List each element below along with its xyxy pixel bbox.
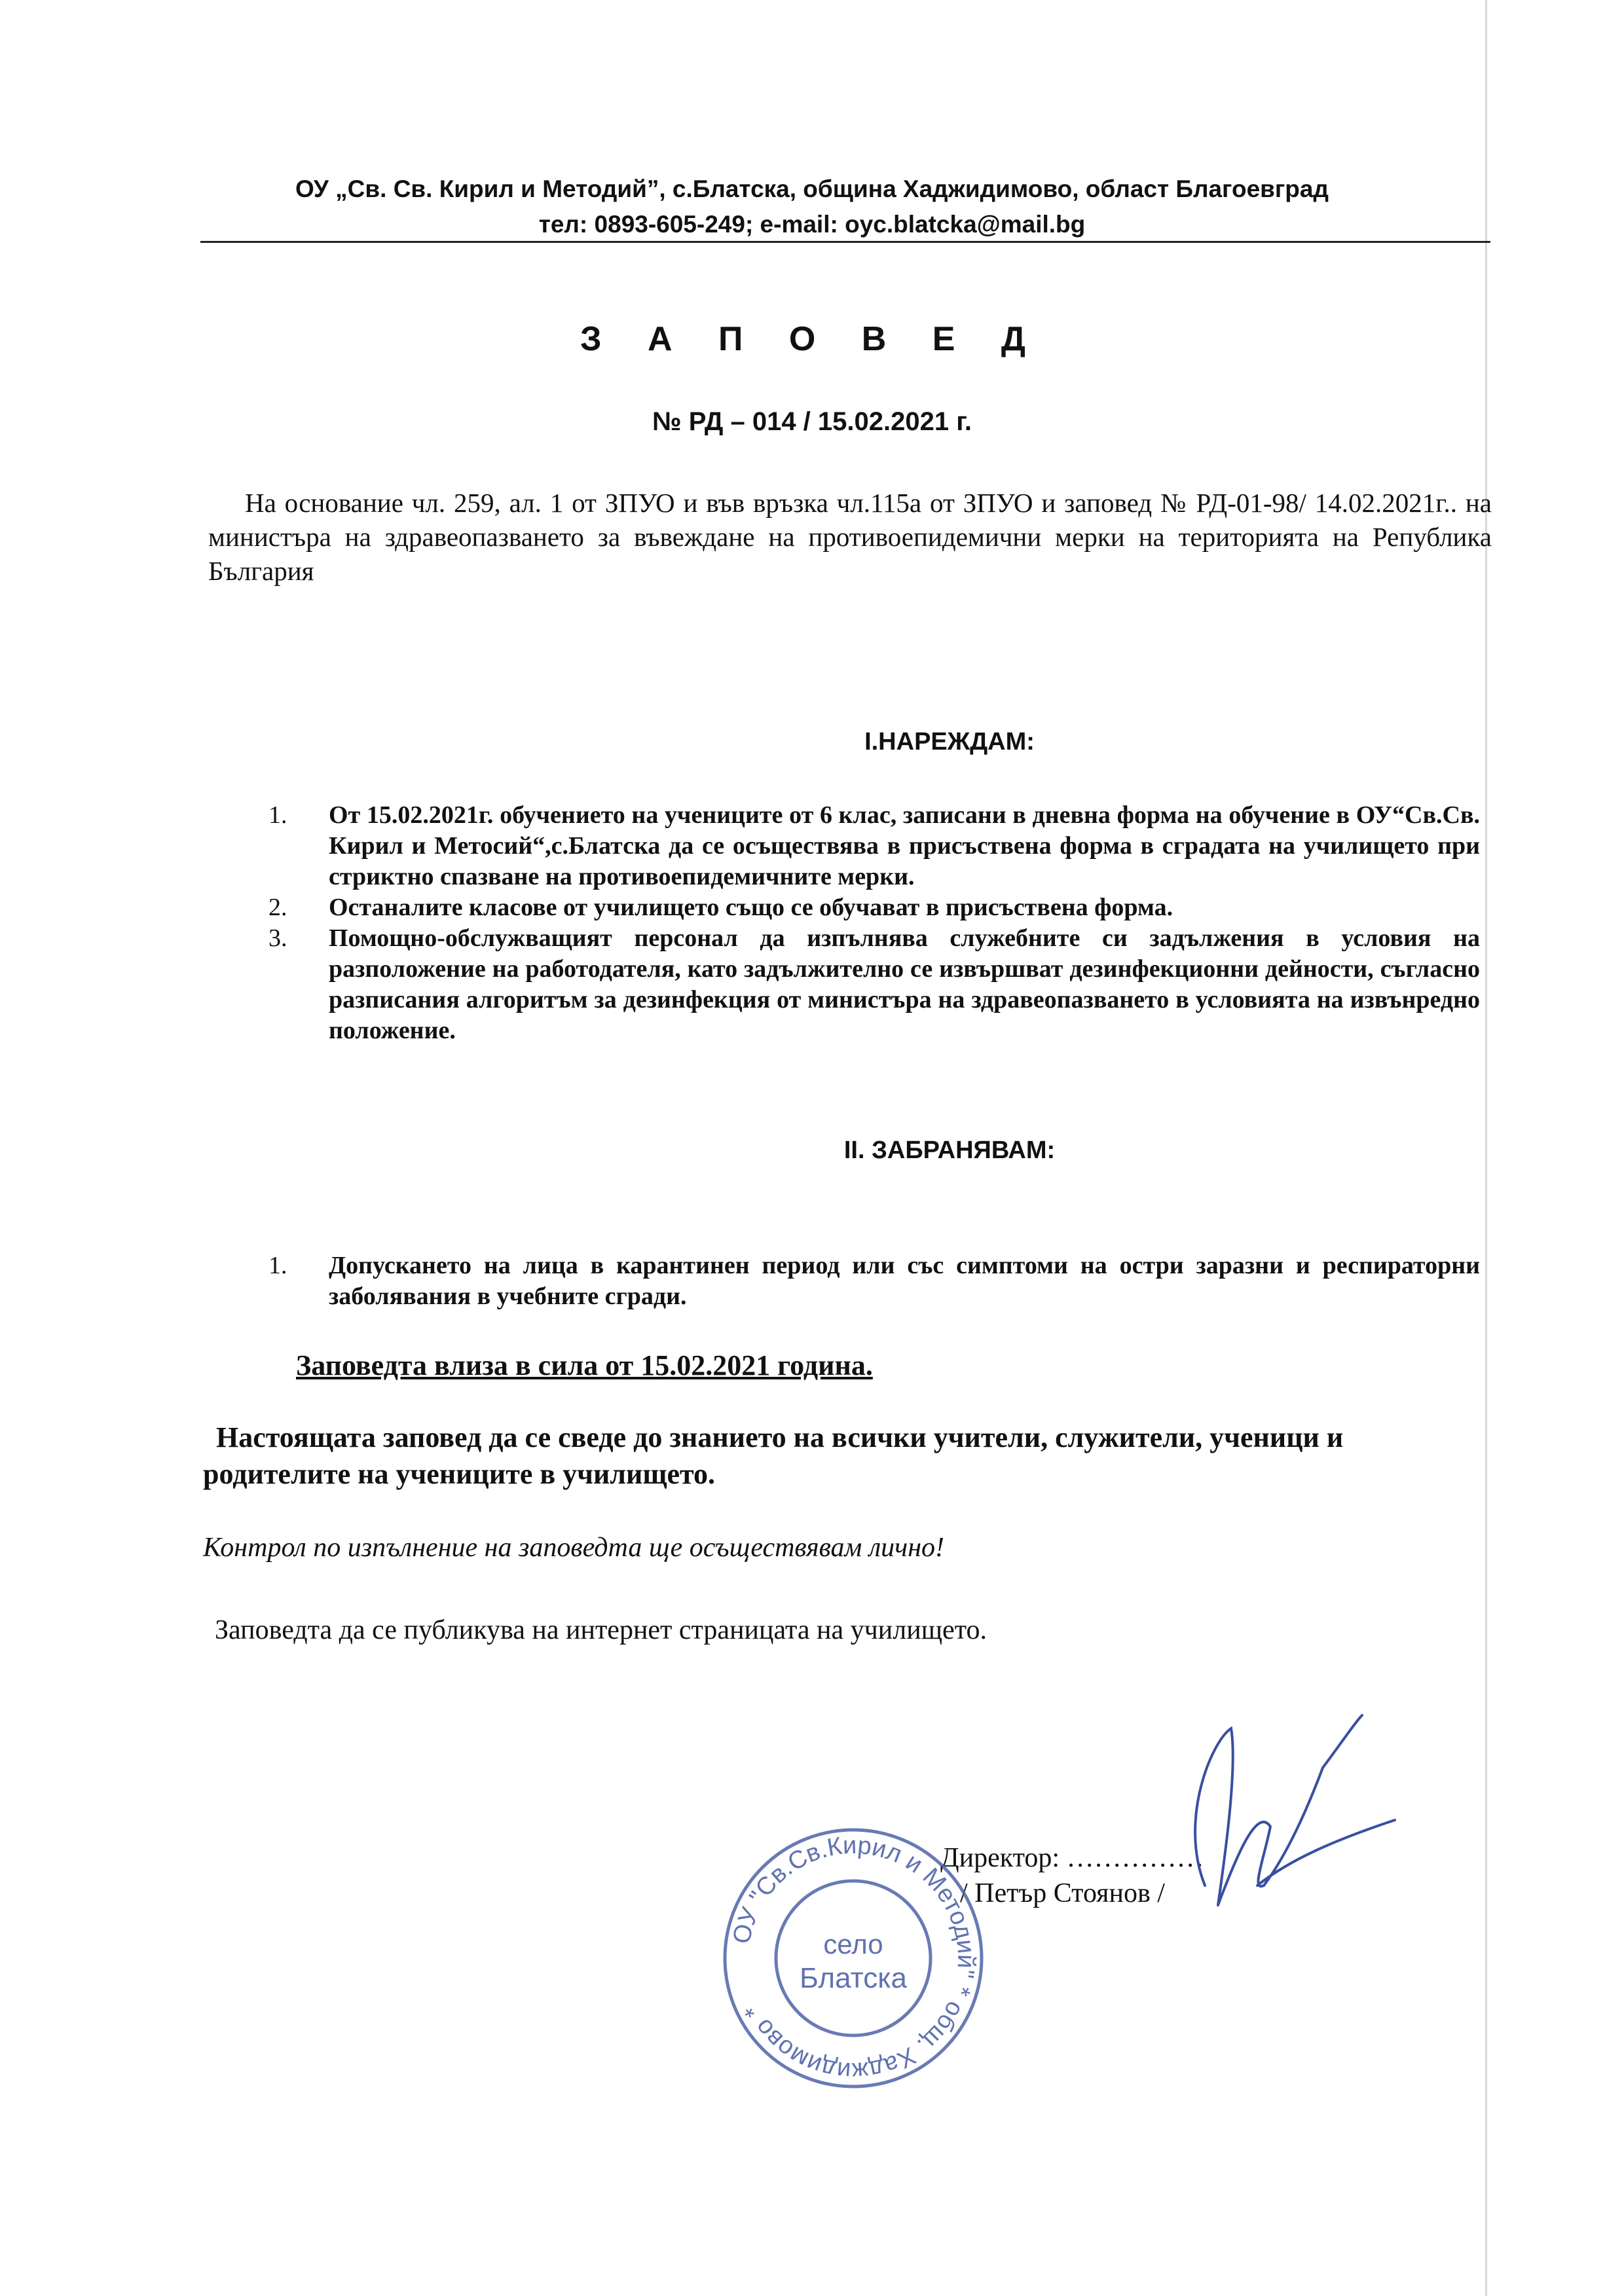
- document-header: [196, 172, 1428, 242]
- list-item-text: Останалите класове от училището също се обучават в присъствена форма.: [329, 894, 1173, 921]
- preamble-paragraph: На основание чл. 259, ал. 1 от ЗПУО и във връзка чл.115а от ЗПУО и заповед № РД-01-98/ 14.02.2021г.. на министъра на здравеопазването за въвеждане на противоепидемични мерки на територията на Република България: [208, 488, 1492, 586]
- notice-paragraph: Настоящата заповед да се сведе до знанието на всички учители, служители, ученици и родителите на учениците в училището.: [203, 1421, 1344, 1490]
- document-title: З А П О В Е Д: [580, 320, 1044, 358]
- section-forbid-heading: II. ЗАБРАНЯВАМ:: [843, 1137, 1056, 1164]
- list-item-number: 1.: [268, 1252, 287, 1279]
- order-list: [268, 800, 1480, 1046]
- director-name: / Петър Стоянов /: [960, 1878, 1165, 1908]
- stamp-inner-line2: Блатска: [800, 1962, 907, 1994]
- effective-date-statement: Заповедта влиза в сила от 15.02.2021 година.: [296, 1349, 873, 1381]
- forbid-list: [268, 1250, 1480, 1312]
- publish-statement: Заповедта да се публикува на интернет страницата на училището.: [215, 1615, 987, 1645]
- list-item: [268, 892, 1480, 923]
- stamp-outer-text: ОУ "Св.Св.Кирил и Методий" * общ. Хаджидимово *: [728, 1831, 980, 2085]
- list-item: [268, 1250, 1480, 1312]
- list-item-number: 1.: [268, 801, 287, 829]
- list-item: [268, 800, 1480, 892]
- section-order-heading: I.НАРЕЖДАМ:: [864, 728, 1035, 756]
- school-stamp: [719, 1824, 987, 2092]
- school-info-line: ОУ „Св. Св. Кирил и Методий”, с.Блатска, община Хаджидимово, област Благоевград: [295, 175, 1329, 202]
- header-rule: [200, 241, 1490, 243]
- list-item-text: Допускането на лица в карантинен период или със симптоми на остри заразни и респираторни заболявания в учебните сгради.: [329, 1252, 1480, 1310]
- contact-info-line: тел: 0893-605-249; e-mail: oyc.blatcka@mail.bg: [538, 211, 1086, 238]
- list-item-number: 3.: [268, 924, 287, 952]
- control-statement: Контрол по изпълнение на заповедта ще осъществявам лично!: [203, 1533, 945, 1563]
- list-item-text: Помощно-обслужващият персонал да изпълнява служебните си задължения в условия на разположение на работодателя, като задължително се извършват дезинфекционни дейности, съгласно разписания алгоритъм за дезинфекция от министъра на здравеопазването в условията на извънредно положение.: [329, 924, 1480, 1044]
- list-item: [268, 923, 1480, 1046]
- director-signature-line: Директор: ……………: [940, 1843, 1204, 1873]
- order-number: № РД – 014 / 15.02.2021 г.: [652, 407, 972, 436]
- stamp-inner-line1: село: [823, 1929, 883, 1959]
- signature-mark: [1107, 1689, 1408, 1964]
- list-item-number: 2.: [268, 894, 287, 921]
- list-item-text: От 15.02.2021г. обучението на учениците от 6 клас, записани в дневна форма на обучение в ОУ“Св.Св. Кирил и Метосий“,с.Блатска да се осъществява в присъствена форма в сградата на училището при стриктно спазване на противоепидемичните мерки.: [329, 801, 1480, 890]
